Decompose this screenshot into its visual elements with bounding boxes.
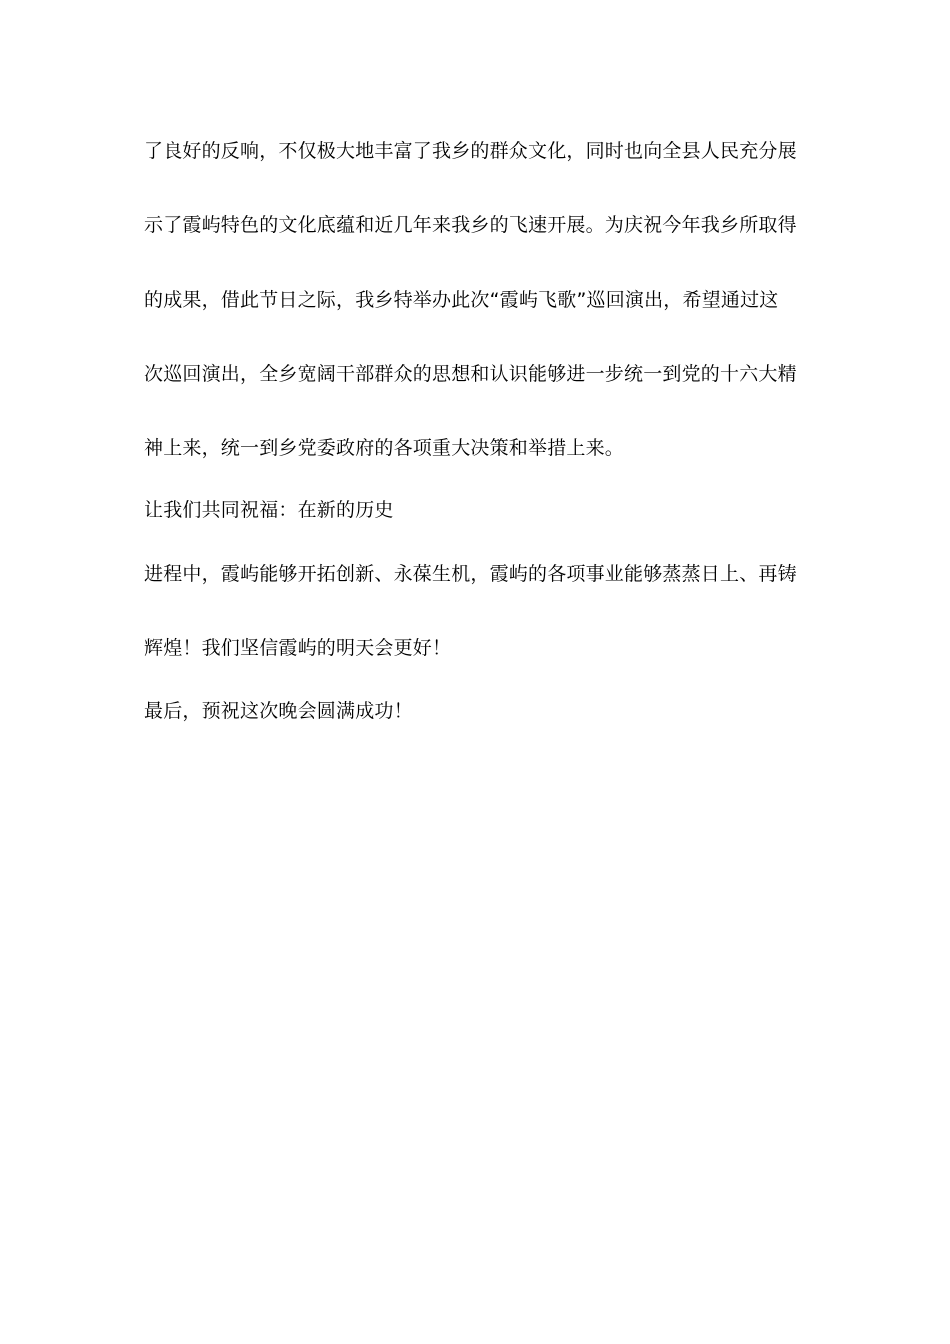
text-line: 进程中，霞屿能够开拓创新、永葆生机，霞屿的各项事业能够蒸蒸日上、再铸 — [144, 563, 797, 585]
text-line: 神上来，统一到乡党委政府的各项重大决策和举措上来。 — [144, 437, 625, 459]
text-line: 让我们共同祝福：在新的历史 — [144, 499, 394, 521]
text-line: 最后，预祝这次晚会圆满成功！ — [144, 700, 413, 722]
text-line: 示了霞屿特色的文化底蕴和近几年来我乡的飞速开展。为庆祝今年我乡所取得 — [144, 214, 797, 236]
text-line: 的成果，借此节日之际，我乡特举办此次“霞屿飞歌”巡回演出，希望通过这 — [144, 289, 779, 311]
text-line: 辉煌！我们坚信霞屿的明天会更好！ — [144, 637, 452, 659]
text-line: 次巡回演出，全乡宽阔干部群众的思想和认识能够进一步统一到党的十六大精 — [144, 363, 797, 385]
text-line: 了良好的反响，不仅极大地丰富了我乡的群众文化，同时也向全县人民充分展 — [144, 140, 797, 162]
